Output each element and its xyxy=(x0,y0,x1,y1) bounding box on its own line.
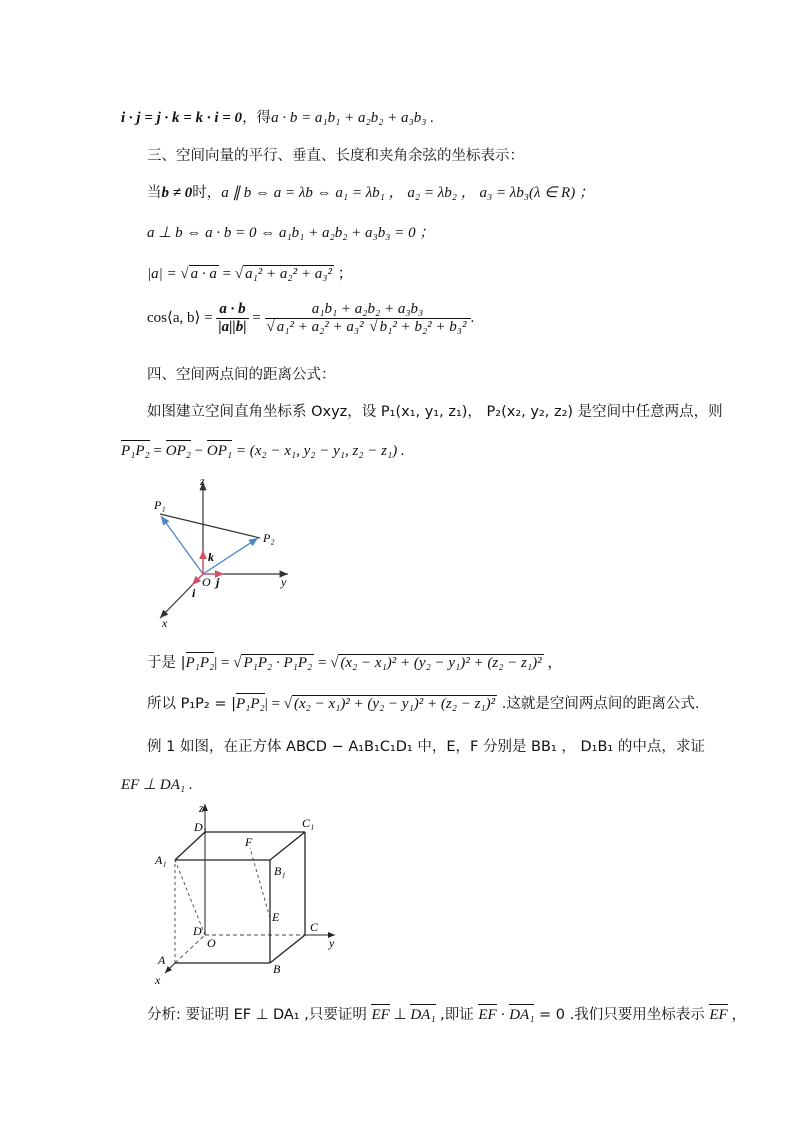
analysis-vec-ef-1: EF xyxy=(371,1007,390,1023)
analysis-vec-da1-1: DA₁ xyxy=(410,1007,436,1023)
label-p2: P₂ xyxy=(263,531,275,545)
sqrt-sign: √ xyxy=(369,319,378,335)
parallel-expression: a ∥ b ⇔ a = λb ⇔ a₁ = λb₁ ， a₂ = λb₂ ， a₃ = λb₃(λ ∈ R) ； xyxy=(221,185,594,201)
suoyi-vec: P₁P₂ xyxy=(235,696,265,712)
sqrt-sign: √ xyxy=(234,266,244,282)
label-p1: P₁ xyxy=(154,498,166,512)
line-cosine xyxy=(147,301,474,336)
sqrt-sign: √ xyxy=(266,319,275,335)
dot-product-result: a · b = a₁b₁ + a₂b₂ + a₃b₃ . xyxy=(271,110,434,126)
yushi-radicand-2: (x₂ − x₁)² + (y₂ − y₁)² + (z₂ − z₁)² xyxy=(340,655,542,671)
cos-eq: = xyxy=(248,309,265,326)
length-eq: = xyxy=(218,266,235,282)
coord-system-text: 如图建立空间直角坐标系 Oxyz，设 P₁(x₁, y₁, z₁)， P₂(x₂, y₂, z₂) 是空间中任意两点，则 xyxy=(147,404,723,420)
edge-a1d1 xyxy=(175,832,205,860)
label-d: D xyxy=(193,924,202,938)
label-j: j xyxy=(216,575,220,589)
vec-result: = (x₂ − x₁, y₂ − y₁, z₂ − z₁) . xyxy=(232,443,405,459)
label-a1: A₁ xyxy=(155,853,167,867)
vec-p1p2: P₁P₂ xyxy=(121,443,150,459)
label-c1: C₁ xyxy=(302,816,315,830)
yushi-eq: = xyxy=(314,655,331,671)
label-z: z xyxy=(200,474,205,488)
label-a: A xyxy=(158,953,166,967)
analysis-dot: · xyxy=(496,1007,510,1023)
suoyi-mid: | = xyxy=(264,696,284,712)
edge-bc xyxy=(270,935,305,963)
vec-eq: = xyxy=(149,443,166,459)
label-y: y xyxy=(329,936,335,950)
label-c: C xyxy=(310,920,319,934)
length-radicand-1: a · a xyxy=(190,266,217,282)
vec-op1: OP₁ xyxy=(206,443,233,459)
line-analysis xyxy=(147,1003,746,1024)
sqrt-sign: √ xyxy=(180,266,189,282)
line-perpendicular: a ⊥ b ⇔ a · b = 0 ⇔ a₁b₁ + a₂b₂ + a₃b₃ = 0 ； xyxy=(147,225,435,241)
label-b1: B₁ xyxy=(274,864,286,878)
line-yushi xyxy=(147,651,562,672)
label-origin: O xyxy=(202,575,211,589)
label-x: x xyxy=(155,973,161,987)
sqrt-sign: √ xyxy=(330,655,339,671)
sqrt-sign: √ xyxy=(233,655,242,671)
cos-frac2-den xyxy=(265,319,471,336)
cos-frac1-num: a · b xyxy=(216,301,248,319)
line-suoyi xyxy=(147,692,699,713)
unit-dot-expr: i · j = j · k = k · i = 0 xyxy=(121,110,243,126)
length-lhs: |a| = xyxy=(147,266,181,282)
vector-op1 xyxy=(161,516,203,574)
text-de: ，得 xyxy=(242,110,272,126)
analysis-vec-da1-2: DA₁ xyxy=(509,1007,535,1023)
figure-coordinate-axes xyxy=(140,470,310,635)
length-radicand-2: a₁² + a₂² + a₃² xyxy=(245,266,332,282)
vec-minus: − xyxy=(190,443,207,459)
cos-fraction-1 xyxy=(216,301,248,336)
line-length xyxy=(147,262,353,283)
yushi-end: ， xyxy=(543,655,563,671)
example-1-cont: EF ⊥ DA₁ . xyxy=(121,777,193,793)
parallel-condition: b ≠ 0 xyxy=(161,185,193,201)
parallel-time: 时， xyxy=(192,185,222,201)
sqrt-sign: √ xyxy=(283,696,292,712)
analysis-perp: ⊥ xyxy=(389,1007,411,1023)
analysis-vec-ef-2: EF xyxy=(478,1007,497,1023)
analysis-end: ， xyxy=(727,1007,747,1023)
yushi-prefix: 于是 | xyxy=(147,655,186,671)
cos-fraction-2 xyxy=(265,301,471,336)
cos-frac1-den: |a||b| xyxy=(218,319,247,335)
edge-b1c1 xyxy=(270,832,305,860)
hidden-edge-ef xyxy=(250,848,270,918)
line-parallel xyxy=(147,181,594,202)
label-k: k xyxy=(208,550,214,564)
example-1-text: 例 1 如图，在正方体 ABCD − A₁B₁C₁D₁ 中，E，F 分别是 BB₁ ， D₁B₁ 的中点，求证 xyxy=(147,739,705,755)
cos-frac2-num: a₁b₁ + a₂b₂ + a₃b₃ xyxy=(265,301,471,319)
label-y: y xyxy=(281,575,287,589)
label-i: i xyxy=(192,586,196,600)
line-vector-difference xyxy=(121,443,405,460)
length-end: ； xyxy=(333,266,353,282)
yushi-vec: P₁P₂ xyxy=(185,655,215,671)
cos-frac2-den-b: b₁² + b₂² + b₃² xyxy=(379,319,467,335)
label-b: B xyxy=(273,962,281,976)
suoyi-end: .这就是空间两点间的距离公式. xyxy=(497,696,700,712)
section-3-title: 三、空间向量的平行、垂直、长度和夹角余弦的坐标表示： xyxy=(147,148,524,164)
suoyi-prefix: 所以 P₁P₂ = | xyxy=(147,696,236,712)
yushi-radicand-1: P₁P₂ · P₁P₂ xyxy=(243,655,313,671)
label-d1: D₁ xyxy=(194,820,207,834)
suoyi-radicand: (x₂ − x₁)² + (y₂ − y₁)² + (z₂ − z₁)² xyxy=(293,696,496,712)
hidden-edge-ad xyxy=(175,935,205,963)
analysis-a: 分析: 要证明 EF ⊥ DA₁ ,只要证明 xyxy=(147,1007,372,1023)
cos-frac2-den-a: a₁² + a₂² + a₃² xyxy=(276,319,364,335)
line-dot-products xyxy=(121,106,434,127)
label-f: F xyxy=(245,835,253,849)
vec-op2: OP₂ xyxy=(165,443,191,459)
analysis-c: = 0 .我们只要用坐标表示 xyxy=(534,1007,710,1023)
label-origin: O xyxy=(207,936,216,950)
section-4-title: 四、空间两点间的距离公式： xyxy=(147,367,336,383)
analysis-b: ,即证 xyxy=(435,1007,479,1023)
parallel-prefix: 当 xyxy=(147,185,162,201)
cos-lhs: cos⟨a, b⟩ = xyxy=(147,309,217,326)
x-axis xyxy=(165,963,175,973)
figure-cube xyxy=(145,800,350,990)
label-z: z xyxy=(199,801,204,815)
label-x: x xyxy=(162,616,168,630)
yushi-mid: | = xyxy=(214,655,234,671)
label-e: E xyxy=(272,910,280,924)
cos-end: . xyxy=(470,309,475,326)
analysis-vec-ef-3: EF xyxy=(709,1007,728,1023)
